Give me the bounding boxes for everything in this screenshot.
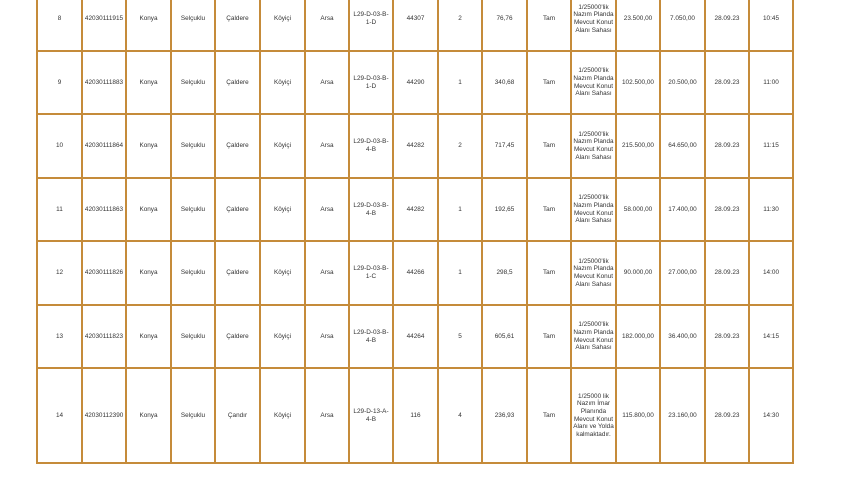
cell-ada: 44264: [393, 305, 438, 368]
cell-ilce: Selçuklu: [171, 241, 215, 305]
cell-alan: 605,61: [482, 305, 527, 368]
cell-mahalle: Çaldere: [215, 305, 260, 368]
cell-mahalle: Çaldere: [215, 114, 260, 178]
cell-bedel: 115.800,00: [616, 368, 660, 463]
cell-imar: 1/25000'lik Nazım Planda Mevcut Konut Alanı Sahası: [571, 305, 616, 368]
cell-cins: Arsa: [305, 0, 349, 51]
cell-pafta: L29-D-03-B-4-B: [349, 178, 393, 241]
cell-bedel: 102.500,00: [616, 51, 660, 114]
cell-ilce: Selçuklu: [171, 51, 215, 114]
cell-imar: 1/25000'lik Nazım Planda Mevcut Konut Alanı Sahası: [571, 51, 616, 114]
cell-parsel-id: 42030111823: [82, 305, 126, 368]
cell-ada: 44290: [393, 51, 438, 114]
cell-alan: 717,45: [482, 114, 527, 178]
cell-nitelik-yeri: Köyiçi: [260, 305, 305, 368]
cell-ada: 44282: [393, 178, 438, 241]
cell-tarih: 28.09.23: [705, 51, 749, 114]
cell-parsel-id: 42030111864: [82, 114, 126, 178]
cell-mahalle: Çandır: [215, 368, 260, 463]
table-row: [37, 305, 793, 368]
cell-ilce: Selçuklu: [171, 368, 215, 463]
cell-teminat: 64.650,00: [660, 114, 705, 178]
cell-bedel: 90.000,00: [616, 241, 660, 305]
cell-hisse: Tam: [527, 178, 571, 241]
table-row: [37, 368, 793, 463]
cell-parsel: 5: [438, 305, 482, 368]
table-row: [37, 51, 793, 114]
cell-imar: 1/25000'lik Nazım Planda Mevcut Konut Alanı Sahası: [571, 241, 616, 305]
cell-tarih: 28.09.23: [705, 305, 749, 368]
cell-parsel: 2: [438, 114, 482, 178]
cell-cins: Arsa: [305, 51, 349, 114]
parcel-table: [36, 0, 794, 464]
cell-mahalle: Çaldere: [215, 241, 260, 305]
cell-ilce: Selçuklu: [171, 0, 215, 51]
cell-bedel: 215.500,00: [616, 114, 660, 178]
cell-saat: 14:15: [749, 305, 793, 368]
table-row: [37, 241, 793, 305]
cell-parsel: 1: [438, 178, 482, 241]
cell-mahalle: Çaldere: [215, 178, 260, 241]
cell-alan: 76,76: [482, 0, 527, 51]
cell-no: 13: [37, 305, 82, 368]
cell-imar: 1/25000'lik Nazım Planda Mevcut Konut Alanı Sahası: [571, 0, 616, 51]
cell-saat: 11:15: [749, 114, 793, 178]
cell-hisse: Tam: [527, 0, 571, 51]
cell-ada: 116: [393, 368, 438, 463]
cell-il: Konya: [126, 114, 171, 178]
cell-mahalle: Çaldere: [215, 51, 260, 114]
cell-nitelik-yeri: Köyiçi: [260, 114, 305, 178]
cell-ada: 44266: [393, 241, 438, 305]
table-row: [37, 114, 793, 178]
cell-parsel: 1: [438, 241, 482, 305]
cell-imar: 1/25000'lik Nazım Planda Mevcut Konut Alanı Sahası: [571, 178, 616, 241]
cell-nitelik-yeri: Köyiçi: [260, 178, 305, 241]
cell-alan: 340,68: [482, 51, 527, 114]
cell-parsel-id: 42030112390: [82, 368, 126, 463]
cell-teminat: 36.400,00: [660, 305, 705, 368]
cell-saat: 11:00: [749, 51, 793, 114]
cell-bedel: 58.000,00: [616, 178, 660, 241]
cell-tarih: 28.09.23: [705, 241, 749, 305]
cell-il: Konya: [126, 178, 171, 241]
cell-pafta: L29-D-03-B-1-D: [349, 0, 393, 51]
cell-hisse: Tam: [527, 368, 571, 463]
cell-cins: Arsa: [305, 178, 349, 241]
cell-pafta: L29-D-03-B-1-D: [349, 51, 393, 114]
cell-il: Konya: [126, 241, 171, 305]
cell-teminat: 20.500,00: [660, 51, 705, 114]
cell-saat: 10:45: [749, 0, 793, 51]
cell-hisse: Tam: [527, 51, 571, 114]
cell-no: 9: [37, 51, 82, 114]
cell-teminat: 7.050,00: [660, 0, 705, 51]
cell-nitelik-yeri: Köyiçi: [260, 0, 305, 51]
cell-nitelik-yeri: Köyiçi: [260, 51, 305, 114]
cell-no: 10: [37, 114, 82, 178]
cell-no: 8: [37, 0, 82, 51]
cell-tarih: 28.09.23: [705, 114, 749, 178]
cell-teminat: 27.000,00: [660, 241, 705, 305]
cell-il: Konya: [126, 368, 171, 463]
cell-pafta: L29-D-03-B-4-B: [349, 114, 393, 178]
cell-tarih: 28.09.23: [705, 0, 749, 51]
cell-hisse: Tam: [527, 114, 571, 178]
cell-parsel: 4: [438, 368, 482, 463]
cell-ada: 44282: [393, 114, 438, 178]
cell-saat: 11:30: [749, 178, 793, 241]
cell-no: 11: [37, 178, 82, 241]
cell-parsel: 2: [438, 0, 482, 51]
cell-no: 12: [37, 241, 82, 305]
cell-pafta: L29-D-03-B-4-B: [349, 305, 393, 368]
cell-ada: 44307: [393, 0, 438, 51]
cell-imar: 1/25000'lik Nazım Planda Mevcut Konut Alanı Sahası: [571, 114, 616, 178]
cell-pafta: L29-D-03-B-1-C: [349, 241, 393, 305]
cell-bedel: 182.000,00: [616, 305, 660, 368]
cell-parsel: 1: [438, 51, 482, 114]
cell-alan: 298,5: [482, 241, 527, 305]
cell-parsel-id: 42030111863: [82, 178, 126, 241]
cell-nitelik-yeri: Köyiçi: [260, 241, 305, 305]
cell-cins: Arsa: [305, 368, 349, 463]
cell-il: Konya: [126, 0, 171, 51]
cell-bedel: 23.500,00: [616, 0, 660, 51]
cell-hisse: Tam: [527, 305, 571, 368]
cell-il: Konya: [126, 51, 171, 114]
cell-pafta: L29-D-13-A-4-B: [349, 368, 393, 463]
cell-teminat: 17.400,00: [660, 178, 705, 241]
cell-saat: 14:30: [749, 368, 793, 463]
cell-teminat: 23.160,00: [660, 368, 705, 463]
cell-nitelik-yeri: Köyiçi: [260, 368, 305, 463]
cell-ilce: Selçuklu: [171, 178, 215, 241]
cell-saat: 14:00: [749, 241, 793, 305]
cell-parsel-id: 42030111915: [82, 0, 126, 51]
cell-cins: Arsa: [305, 114, 349, 178]
table-row: [37, 0, 793, 51]
cell-hisse: Tam: [527, 241, 571, 305]
cell-il: Konya: [126, 305, 171, 368]
cell-cins: Arsa: [305, 305, 349, 368]
table-row: [37, 178, 793, 241]
cell-tarih: 28.09.23: [705, 368, 749, 463]
cell-parsel-id: 42030111826: [82, 241, 126, 305]
cell-imar: 1/25000 lik Nazım İmar Planında Mevcut Konut Alanı ve Yolda kalmaktadır.: [571, 368, 616, 463]
cell-cins: Arsa: [305, 241, 349, 305]
cell-alan: 192,65: [482, 178, 527, 241]
cell-alan: 236,93: [482, 368, 527, 463]
cell-mahalle: Çaldere: [215, 0, 260, 51]
cell-tarih: 28.09.23: [705, 178, 749, 241]
cell-no: 14: [37, 368, 82, 463]
cell-ilce: Selçuklu: [171, 114, 215, 178]
cell-parsel-id: 42030111883: [82, 51, 126, 114]
cell-ilce: Selçuklu: [171, 305, 215, 368]
